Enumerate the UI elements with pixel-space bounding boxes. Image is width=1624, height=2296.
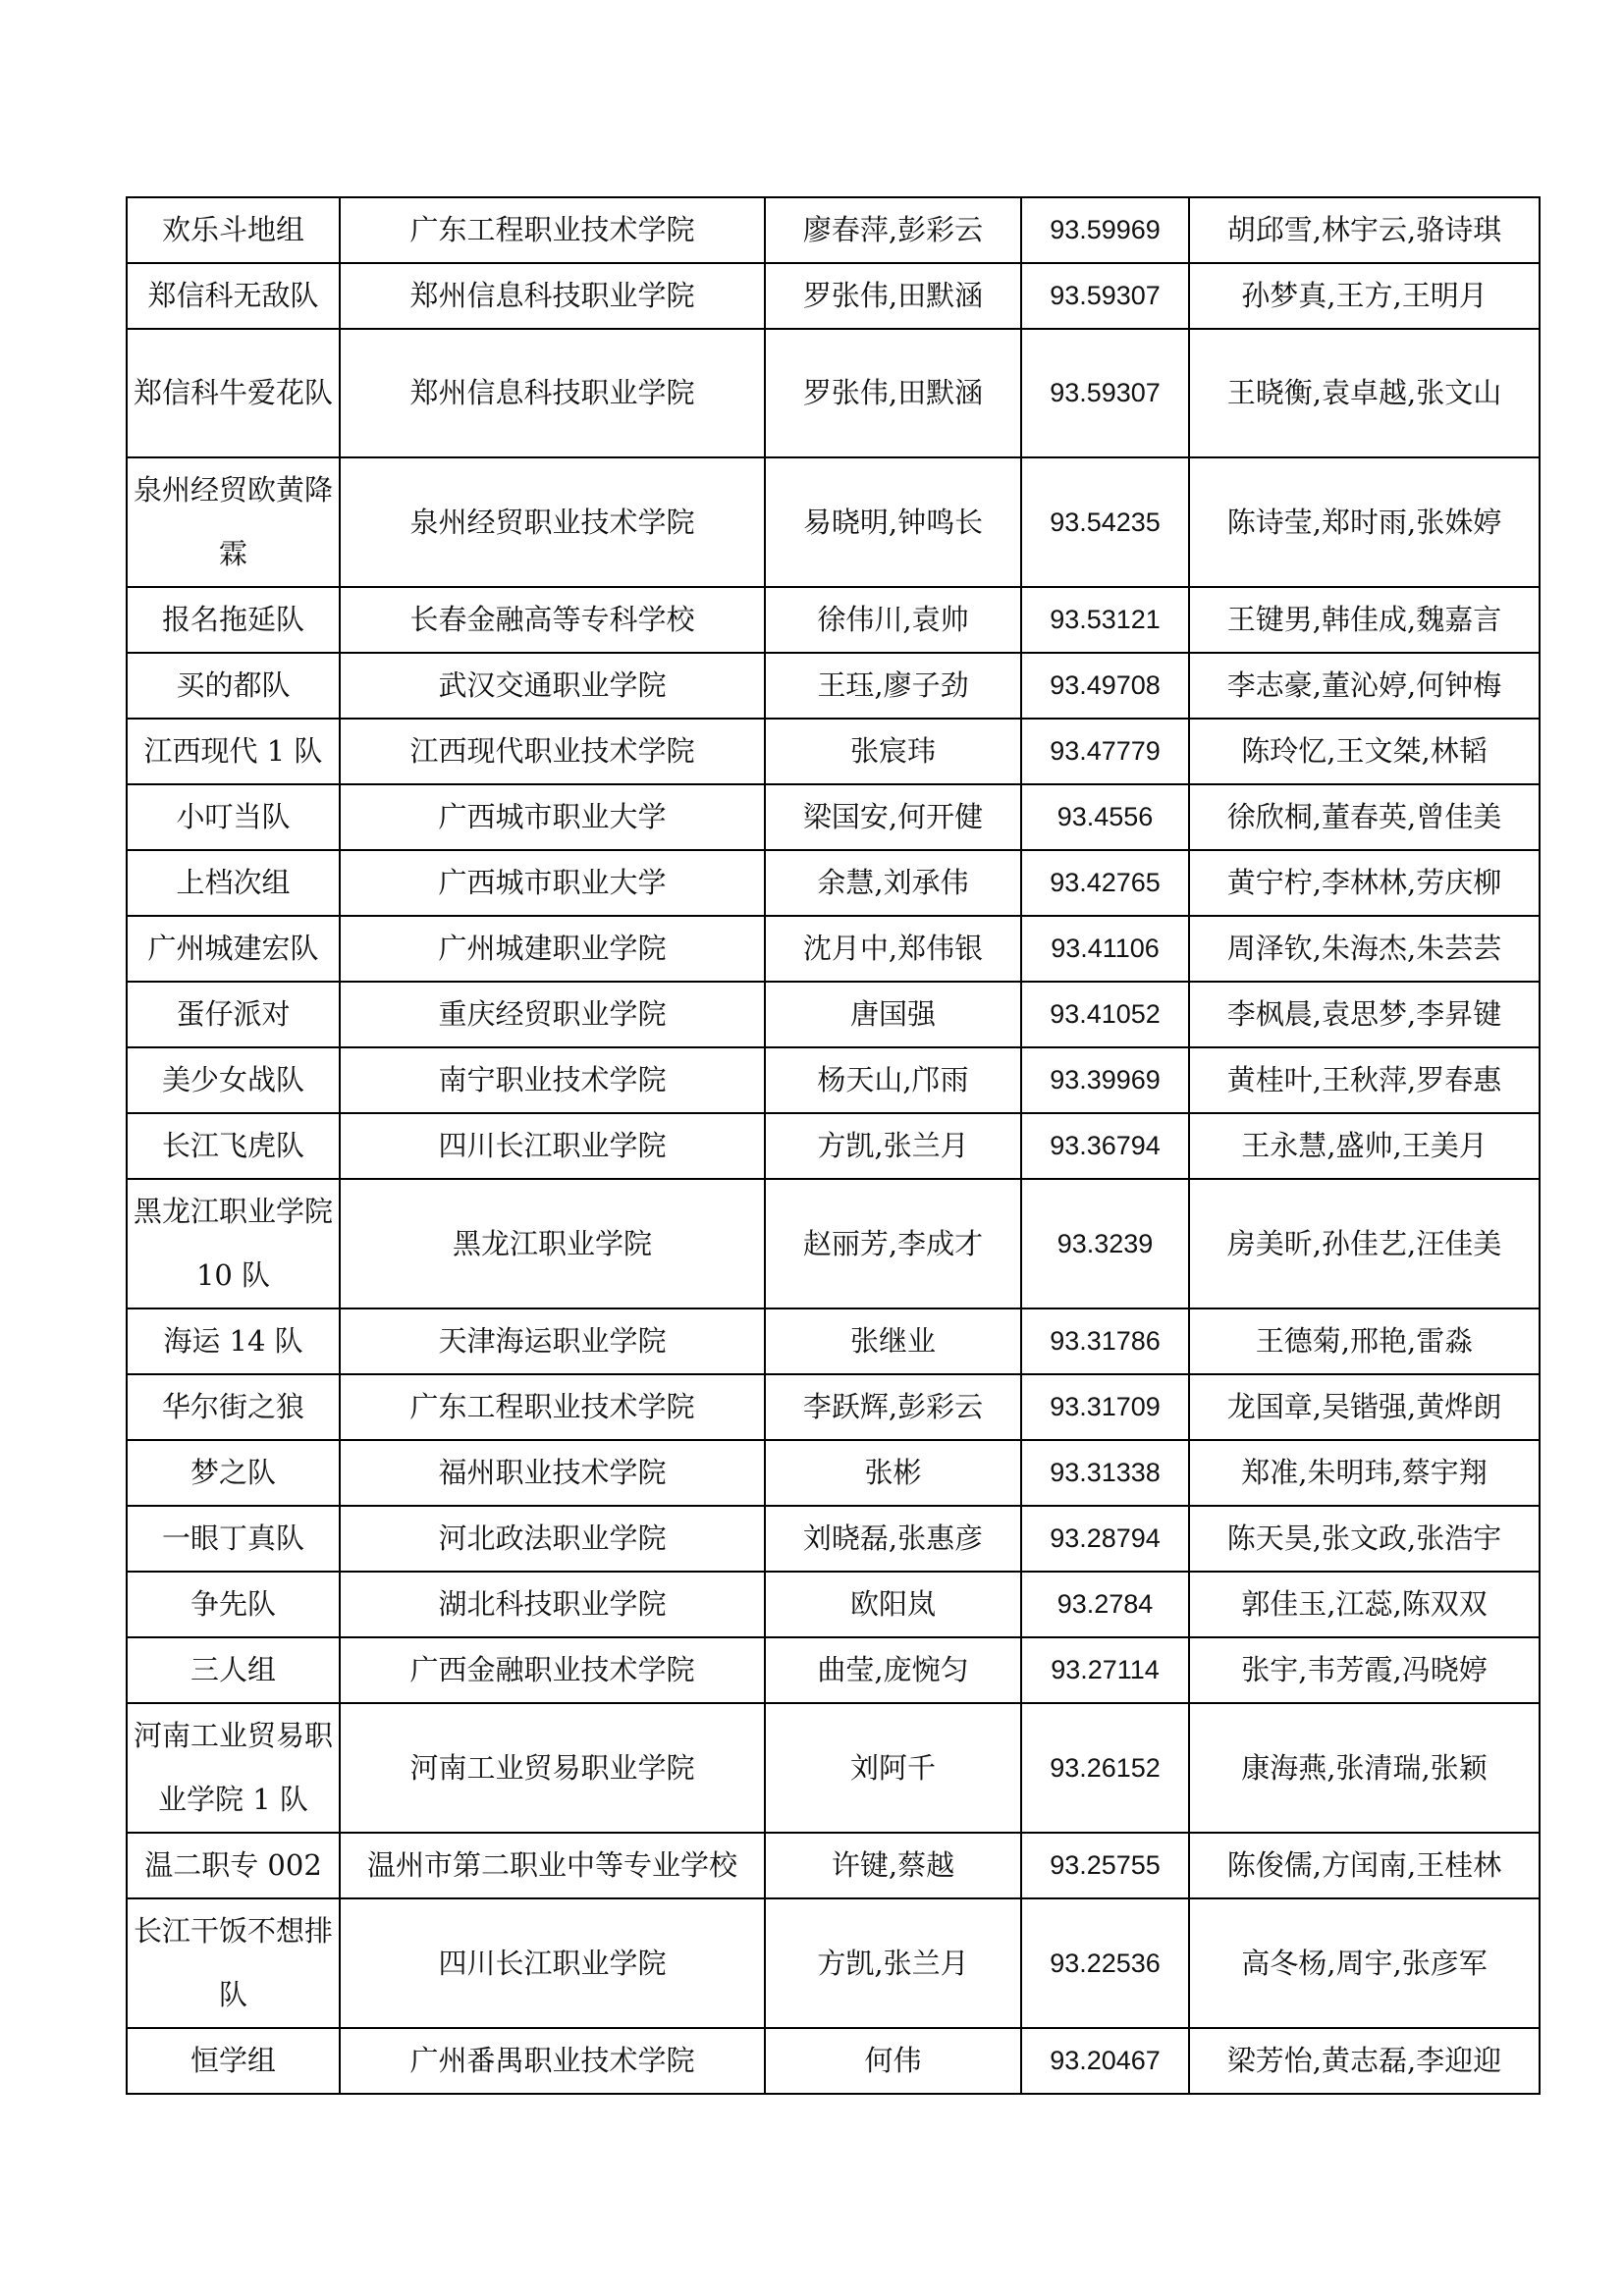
score-cell: 93.39969: [1021, 1047, 1189, 1113]
advisors-cell: 欧阳岚: [765, 1572, 1021, 1637]
members-cell: 孙梦真,王方,王明月: [1189, 263, 1540, 329]
advisors-cell: 杨天山,邝雨: [765, 1047, 1021, 1113]
members-cell: 黄宁柠,李林林,劳庆柳: [1189, 850, 1540, 916]
table-row: [127, 982, 1540, 1047]
advisors-cell: 赵丽芳,李成才: [765, 1179, 1021, 1308]
school-cell: 泉州经贸职业技术学院: [340, 457, 765, 587]
advisors-cell: 张宸玮: [765, 719, 1021, 784]
team-name-cell: 一眼丁真队: [127, 1506, 340, 1572]
advisors-cell: 王珏,廖子劲: [765, 653, 1021, 719]
members-cell: 李志豪,董沁婷,何钟梅: [1189, 653, 1540, 719]
team-name-cell: 美少女战队: [127, 1047, 340, 1113]
school-cell: 黑龙江职业学院: [340, 1179, 765, 1308]
members-cell: 陈俊儒,方闰南,王桂林: [1189, 1833, 1540, 1898]
school-cell: 广东工程职业技术学院: [340, 197, 765, 263]
team-name-cell: 报名拖延队: [127, 587, 340, 653]
members-cell: 王键男,韩佳成,魏嘉言: [1189, 587, 1540, 653]
score-cell: 93.49708: [1021, 653, 1189, 719]
members-cell: 胡邱雪,林宇云,骆诗琪: [1189, 197, 1540, 263]
team-name-cell: 郑信科牛爱花队: [127, 329, 340, 457]
advisors-cell: 余慧,刘承伟: [765, 850, 1021, 916]
members-cell: 黄桂叶,王秋萍,罗春惠: [1189, 1047, 1540, 1113]
team-name-cell: 江西现代 1 队: [127, 719, 340, 784]
advisors-cell: 刘阿千: [765, 1703, 1021, 1833]
advisors-cell: 刘晓磊,张惠彦: [765, 1506, 1021, 1572]
members-cell: 陈玲忆,王文桀,林韬: [1189, 719, 1540, 784]
advisors-cell: 罗张伟,田默涵: [765, 329, 1021, 457]
results-table-body: [127, 197, 1540, 2094]
team-name-cell: 三人组: [127, 1637, 340, 1703]
members-cell: 陈诗莹,郑时雨,张姝婷: [1189, 457, 1540, 587]
school-cell: 广西城市职业大学: [340, 784, 765, 850]
score-cell: 93.36794: [1021, 1113, 1189, 1179]
school-cell: 重庆经贸职业学院: [340, 982, 765, 1047]
score-cell: 93.26152: [1021, 1703, 1189, 1833]
table-row: [127, 457, 1540, 587]
advisors-cell: 曲莹,庞惋匀: [765, 1637, 1021, 1703]
members-cell: 梁芳怡,黄志磊,李迎迎: [1189, 2028, 1540, 2094]
table-row: [127, 1440, 1540, 1506]
team-name-cell: 长江干饭不想排队: [127, 1898, 340, 2028]
table-row: [127, 2028, 1540, 2094]
table-row: [127, 1572, 1540, 1637]
team-name-cell: 泉州经贸欧黄降霖: [127, 457, 340, 587]
score-cell: 93.59307: [1021, 263, 1189, 329]
school-cell: 河南工业贸易职业学院: [340, 1703, 765, 1833]
table-row: [127, 1637, 1540, 1703]
score-cell: 93.31709: [1021, 1374, 1189, 1440]
school-cell: 郑州信息科技职业学院: [340, 263, 765, 329]
team-name-cell: 黑龙江职业学院 10 队: [127, 1179, 340, 1308]
table-row: [127, 263, 1540, 329]
members-cell: 房美昕,孙佳艺,汪佳美: [1189, 1179, 1540, 1308]
school-cell: 福州职业技术学院: [340, 1440, 765, 1506]
members-cell: 李枫晨,袁思梦,李昇键: [1189, 982, 1540, 1047]
school-cell: 温州市第二职业中等专业学校: [340, 1833, 765, 1898]
school-cell: 广东工程职业技术学院: [340, 1374, 765, 1440]
table-row: [127, 1113, 1540, 1179]
table-row: [127, 1703, 1540, 1833]
table-row: [127, 850, 1540, 916]
advisors-cell: 唐国强: [765, 982, 1021, 1047]
advisors-cell: 沈月中,郑伟银: [765, 916, 1021, 982]
table-row: [127, 1179, 1540, 1308]
team-name-cell: 恒学组: [127, 2028, 340, 2094]
members-cell: 陈天昊,张文政,张浩宇: [1189, 1506, 1540, 1572]
advisors-cell: 张彬: [765, 1440, 1021, 1506]
advisors-cell: 方凯,张兰月: [765, 1113, 1021, 1179]
score-cell: 93.2784: [1021, 1572, 1189, 1637]
advisors-cell: 张继业: [765, 1308, 1021, 1374]
score-cell: 93.28794: [1021, 1506, 1189, 1572]
school-cell: 广州城建职业学院: [340, 916, 765, 982]
table-row: [127, 1374, 1540, 1440]
table-row: [127, 1898, 1540, 2028]
team-name-cell: 争先队: [127, 1572, 340, 1637]
advisors-cell: 李跃辉,彭彩云: [765, 1374, 1021, 1440]
results-page: [126, 196, 1541, 2095]
team-name-cell: 河南工业贸易职业学院 1 队: [127, 1703, 340, 1833]
members-cell: 郑准,朱明玮,蔡宇翔: [1189, 1440, 1540, 1506]
advisors-cell: 易晓明,钟鸣长: [765, 457, 1021, 587]
advisors-cell: 徐伟川,袁帅: [765, 587, 1021, 653]
score-cell: 93.27114: [1021, 1637, 1189, 1703]
score-cell: 93.31338: [1021, 1440, 1189, 1506]
table-row: [127, 1833, 1540, 1898]
score-cell: 93.20467: [1021, 2028, 1189, 2094]
school-cell: 四川长江职业学院: [340, 1113, 765, 1179]
team-name-cell: 广州城建宏队: [127, 916, 340, 982]
members-cell: 郭佳玉,江蕊,陈双双: [1189, 1572, 1540, 1637]
team-name-cell: 郑信科无敌队: [127, 263, 340, 329]
score-cell: 93.41052: [1021, 982, 1189, 1047]
team-name-cell: 蛋仔派对: [127, 982, 340, 1047]
score-cell: 93.59307: [1021, 329, 1189, 457]
school-cell: 天津海运职业学院: [340, 1308, 765, 1374]
members-cell: 王晓衡,袁卓越,张文山: [1189, 329, 1540, 457]
score-cell: 93.47779: [1021, 719, 1189, 784]
members-cell: 康海燕,张清瑞,张颖: [1189, 1703, 1540, 1833]
members-cell: 王永慧,盛帅,王美月: [1189, 1113, 1540, 1179]
score-cell: 93.4556: [1021, 784, 1189, 850]
table-row: [127, 1308, 1540, 1374]
school-cell: 四川长江职业学院: [340, 1898, 765, 2028]
advisors-cell: 罗张伟,田默涵: [765, 263, 1021, 329]
members-cell: 高冬杨,周宇,张彦军: [1189, 1898, 1540, 2028]
school-cell: 江西现代职业技术学院: [340, 719, 765, 784]
table-row: [127, 916, 1540, 982]
score-cell: 93.31786: [1021, 1308, 1189, 1374]
table-row: [127, 653, 1540, 719]
members-cell: 张宇,韦芳霞,冯晓婷: [1189, 1637, 1540, 1703]
school-cell: 南宁职业技术学院: [340, 1047, 765, 1113]
advisors-cell: 何伟: [765, 2028, 1021, 2094]
advisors-cell: 廖春萍,彭彩云: [765, 197, 1021, 263]
score-cell: 93.54235: [1021, 457, 1189, 587]
team-name-cell: 海运 14 队: [127, 1308, 340, 1374]
team-name-cell: 华尔街之狼: [127, 1374, 340, 1440]
school-cell: 河北政法职业学院: [340, 1506, 765, 1572]
members-cell: 龙国章,吴锴强,黄烨朗: [1189, 1374, 1540, 1440]
team-name-cell: 买的都队: [127, 653, 340, 719]
advisors-cell: 许键,蔡越: [765, 1833, 1021, 1898]
score-cell: 93.53121: [1021, 587, 1189, 653]
school-cell: 郑州信息科技职业学院: [340, 329, 765, 457]
score-cell: 93.3239: [1021, 1179, 1189, 1308]
table-row: [127, 784, 1540, 850]
table-row: [127, 197, 1540, 263]
advisors-cell: 方凯,张兰月: [765, 1898, 1021, 2028]
school-cell: 广州番禺职业技术学院: [340, 2028, 765, 2094]
team-name-cell: 梦之队: [127, 1440, 340, 1506]
school-cell: 长春金融高等专科学校: [340, 587, 765, 653]
table-row: [127, 719, 1540, 784]
table-row: [127, 1047, 1540, 1113]
team-name-cell: 上档次组: [127, 850, 340, 916]
members-cell: 徐欣桐,董春英,曾佳美: [1189, 784, 1540, 850]
score-cell: 93.42765: [1021, 850, 1189, 916]
score-cell: 93.59969: [1021, 197, 1189, 263]
advisors-cell: 梁国安,何开健: [765, 784, 1021, 850]
school-cell: 武汉交通职业学院: [340, 653, 765, 719]
team-name-cell: 温二职专 002: [127, 1833, 340, 1898]
table-row: [127, 587, 1540, 653]
school-cell: 广西金融职业技术学院: [340, 1637, 765, 1703]
table-row: [127, 329, 1540, 457]
score-cell: 93.25755: [1021, 1833, 1189, 1898]
score-cell: 93.41106: [1021, 916, 1189, 982]
team-name-cell: 长江飞虎队: [127, 1113, 340, 1179]
school-cell: 湖北科技职业学院: [340, 1572, 765, 1637]
table-row: [127, 1506, 1540, 1572]
school-cell: 广西城市职业大学: [340, 850, 765, 916]
results-table: [126, 196, 1541, 2095]
members-cell: 周泽钦,朱海杰,朱芸芸: [1189, 916, 1540, 982]
team-name-cell: 小叮当队: [127, 784, 340, 850]
score-cell: 93.22536: [1021, 1898, 1189, 2028]
members-cell: 王德菊,邢艳,雷淼: [1189, 1308, 1540, 1374]
team-name-cell: 欢乐斗地组: [127, 197, 340, 263]
